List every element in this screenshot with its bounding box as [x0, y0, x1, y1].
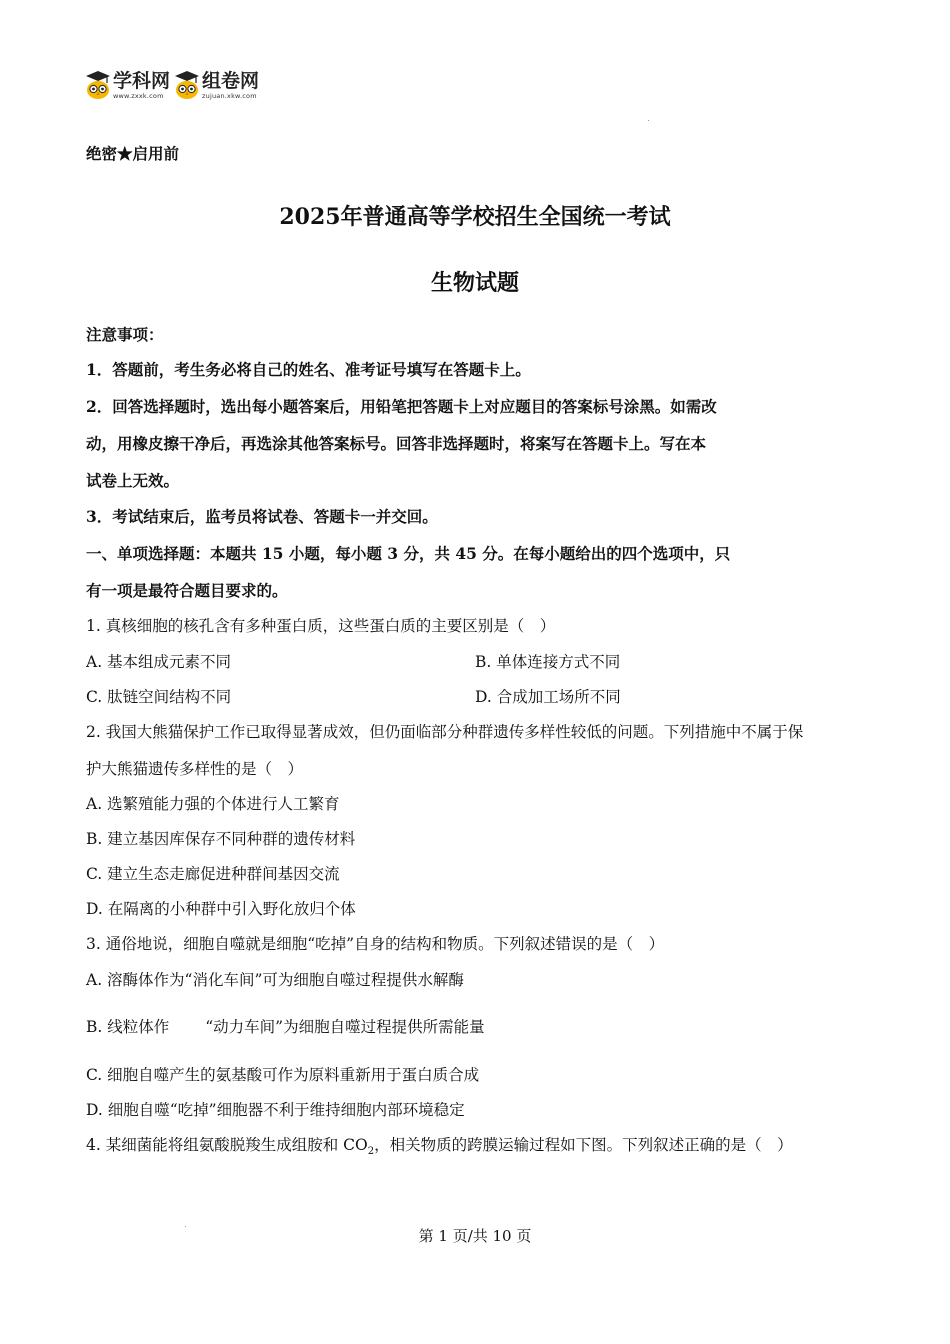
question-2-option-a: A. 选繁殖能力强的个体进行人工繁育 — [86, 795, 340, 813]
section-heading-line-1: 一、单项选择题：本题共 15 小题，每小题 3 分，共 45 分。在每小题给出的四个选项中，只 — [86, 544, 731, 563]
exam-title: 2025年普通高等学校招生全国统一考试 — [279, 204, 671, 230]
question-2-stem-line-2: 护大熊猫遗传多样性的是（ ） — [86, 760, 304, 778]
question-1-option-a: A. 基本组成元素不同 — [86, 653, 232, 671]
question-2-option-c: C. 建立生态走廊促进种群间基因交流 — [86, 865, 340, 883]
subscript-2: 2 — [367, 1146, 375, 1158]
notice-item-2-line-1: 2．回答选择题时，选出每小题答案后，用铅笔把答题卡上对应题目的答案标号涂黑。如需改 — [86, 397, 717, 416]
brand-name: 学科网 — [113, 70, 171, 92]
question-1-option-b: B. 单体连接方式不同 — [475, 653, 621, 671]
question-4-stem-part-2: ，相关物质的跨膜运输过程如下图。下列叙述正确的是（ ） — [374, 1136, 793, 1154]
question-4-stem-part-1: 4. 某细菌能将组氨酸脱羧生成组胺和 CO — [86, 1136, 368, 1154]
question-2-stem-line-1: 2. 我国大熊猫保护工作已取得显著成效，但仍面临部分种群遗传多样性较低的问题。下列措施中不属于保 — [86, 723, 804, 741]
logo — [85, 70, 259, 106]
brand-name: 组卷网 — [202, 70, 260, 92]
question-1-stem: 1. 真核细胞的核孔含有多种蛋白质，这些蛋白质的主要区别是（ ） — [86, 617, 556, 635]
question-3-option-b-part-2: “动力车间”为细胞自噬过程提供所需能量 — [205, 1018, 485, 1036]
speck — [648, 120, 649, 121]
owl-mascot-icon — [85, 70, 111, 100]
question-3-option-b — [86, 1017, 485, 1037]
brand-url: zujuan.xkw.com — [202, 92, 257, 100]
question-2-option-d: D. 在隔离的小种群中引入野化放归个体 — [86, 900, 356, 918]
subject-title: 生物试题 — [430, 270, 519, 296]
classification-label: 绝密★启用前 — [86, 144, 180, 163]
section-heading-line-2: 有一项是最符合题目要求的。 — [86, 581, 288, 600]
question-3-option-b-part-1: B. 线粒体作 — [86, 1018, 170, 1036]
question-1-option-d: D. 合成加工场所不同 — [475, 688, 621, 706]
question-3-option-d: D. 细胞自噬“吃掉”细胞器不利于维持细胞内部环境稳定 — [86, 1101, 465, 1119]
question-4-stem — [86, 1135, 793, 1158]
notice-item-2-line-2: 动，用橡皮擦干净后，再选涂其他答案标号。回答非选择题时，将案写在答题卡上。写在本 — [86, 434, 707, 453]
question-3-option-c: C. 细胞自噬产生的氨基酸可作为原料重新用于蛋白质合成 — [86, 1066, 480, 1084]
owl-mascot-icon — [174, 70, 200, 100]
question-2-option-b: B. 建立基因库保存不同种群的遗传材料 — [86, 830, 356, 848]
page-number: 第 1 页/共 10 页 — [418, 1227, 532, 1245]
question-3-stem: 3. 通俗地说，细胞自噬就是细胞“吃掉”自身的结构和物质。下列叙述错误的是（ ） — [86, 935, 665, 953]
brand-url: www.zxxk.com — [113, 92, 164, 100]
notice-item-2-line-3: 试卷上无效。 — [86, 471, 180, 490]
brand-zujuan[interactable] — [174, 70, 259, 100]
notice-item-3: 3．考试结束后，监考员将试卷、答题卡一并交回。 — [86, 507, 438, 526]
notice-item-1: 1．答题前，考生务必将自己的姓名、准考证号填写在答题卡上。 — [86, 360, 531, 379]
notice-heading: 注意事项： — [86, 325, 164, 344]
question-1-option-c: C. 肽链空间结构不同 — [86, 688, 232, 706]
question-3-option-a: A. 溶酶体作为“消化车间”可为细胞自噬过程提供水解酶 — [86, 971, 464, 989]
brand-zxxk[interactable] — [85, 70, 170, 100]
